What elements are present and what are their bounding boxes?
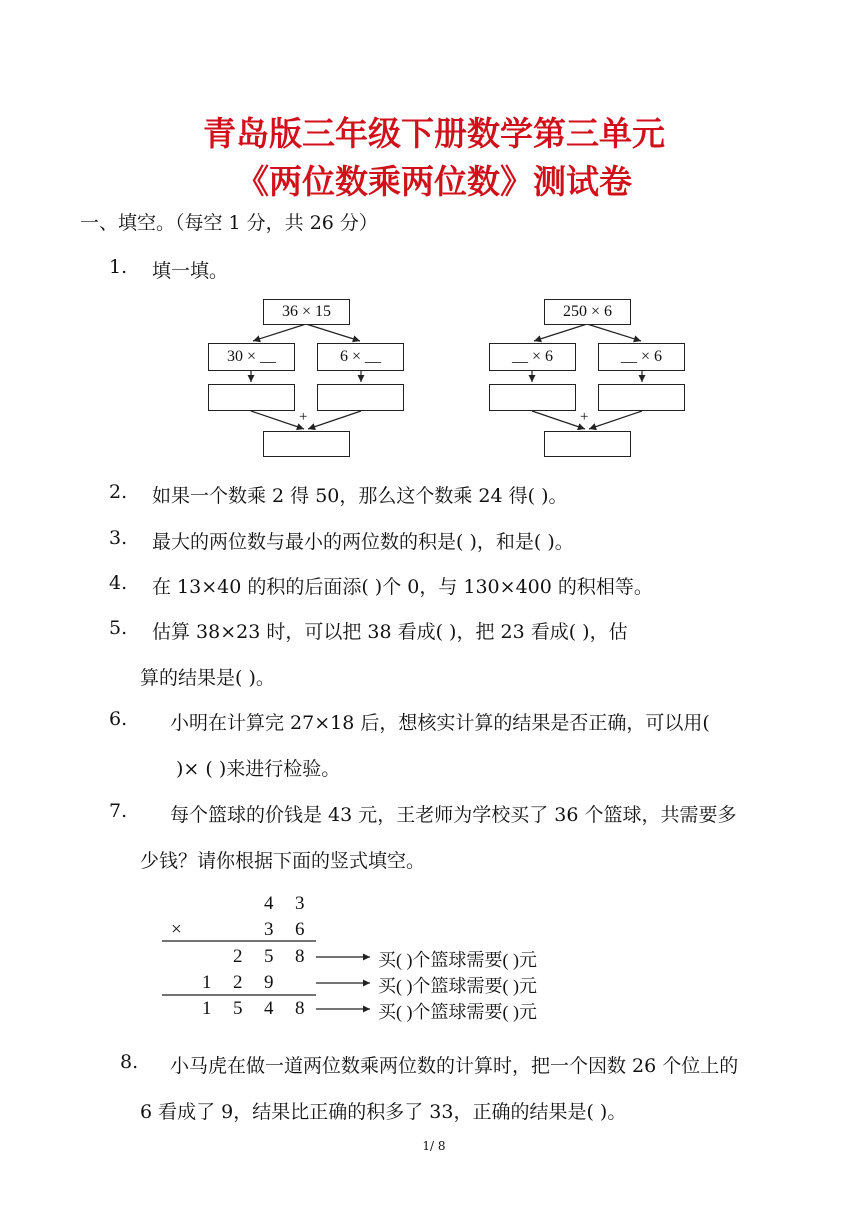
diagram-right-sum-box[interactable] [544, 431, 631, 457]
diagram-right-right-box: __ × 6 [598, 343, 685, 371]
diagram-right-plus: + [580, 409, 589, 425]
q1-number: 1. [109, 256, 128, 278]
q4-text: 在 13×40 的积的后面添( )个 0，与 130×400 的积相等。 [152, 576, 653, 598]
diagram-left-answer-box-1[interactable] [208, 384, 295, 411]
doc-title-line2: 《两位数乘两位数》测试卷 [236, 162, 632, 201]
diagram-right-top-box: 250 × 6 [544, 299, 631, 325]
vm-times-sign: × [171, 919, 182, 940]
doc-title-line1: 青岛版三年级下册数学第三单元 [203, 114, 665, 153]
q8-number: 8. [120, 1051, 139, 1073]
q5-line1: 估算 38×23 时，可以把 38 看成( )，把 23 看成( )，估 [152, 621, 628, 643]
diagram-left-answer-box-2[interactable] [317, 384, 404, 411]
q5-line2: 算的结果是( )。 [140, 667, 275, 689]
q7-line1: 每个篮球的价钱是 43 元，王老师为学校买了 36 个篮球，共需要多 [170, 804, 737, 826]
diagram-right-answer-box-2[interactable] [598, 384, 685, 411]
vm-row5-d2: 5 [233, 998, 243, 1019]
q8-line1: 小马虎在做一道两位数乘两位数的计算时，把一个因数 26 个位上的 [170, 1055, 739, 1077]
vm-row2-d1: 3 [264, 919, 274, 940]
vm-row5-d1: 1 [202, 998, 212, 1019]
vm-row5-d4: 8 [295, 998, 305, 1019]
q1-text: 填一填。 [152, 260, 229, 282]
diagram-left-right-box: 6 × __ [317, 343, 404, 371]
vm-row1-d2: 3 [295, 893, 305, 914]
vm-row4-d3: 9 [264, 972, 274, 993]
section-heading: 一、填空。（每空 1 分，共 26 分） [80, 212, 378, 234]
diagram-left-top-box: 36 × 15 [263, 299, 350, 325]
q6-number: 6. [109, 708, 128, 730]
q6-line2: )× ( )来进行检验。 [176, 758, 341, 780]
diagram-left-left-box: 30 × __ [208, 343, 295, 371]
q8-line2: 6 看成了 9，结果比正确的积多了 33，正确的结果是( )。 [140, 1101, 627, 1123]
vm-row3-d2: 5 [264, 946, 274, 967]
q3-number: 3. [109, 527, 128, 549]
q2-number: 2. [109, 481, 128, 503]
vm-row2-d2: 6 [295, 919, 305, 940]
q7-line2: 少钱？请你根据下面的竖式填空。 [140, 850, 426, 872]
q2-text: 如果一个数乘 2 得 50，那么这个数乘 24 得( )。 [152, 485, 568, 507]
q7-number: 7. [109, 800, 128, 822]
diagram-left-sum-box[interactable] [263, 431, 350, 457]
vm-label-1: 买( )个篮球需要( )元 [378, 950, 537, 970]
page-number: 1/ 8 [422, 1139, 446, 1153]
vm-row5-d3: 4 [264, 998, 274, 1019]
q3-text: 最大的两位数与最小的两位数的积是( )，和是( )。 [152, 531, 574, 553]
vm-label-2: 买( )个篮球需要( )元 [378, 976, 537, 996]
vm-row4-d1: 1 [202, 972, 212, 993]
q5-number: 5. [109, 617, 128, 639]
vm-row3-d1: 2 [233, 946, 243, 967]
q4-number: 4. [109, 572, 128, 594]
vm-row4-d2: 2 [233, 972, 243, 993]
q6-line1: 小明在计算完 27×18 后，想核实计算的结果是否正确，可以用( [170, 712, 710, 734]
vm-row1-d1: 4 [264, 893, 274, 914]
vm-label-3: 买( )个篮球需要( )元 [378, 1002, 537, 1022]
diagram-right-answer-box-1[interactable] [489, 384, 576, 411]
diagram-right-left-box: __ × 6 [489, 343, 576, 371]
vm-row3-d3: 8 [295, 946, 305, 967]
diagram-left-plus: + [299, 409, 308, 425]
